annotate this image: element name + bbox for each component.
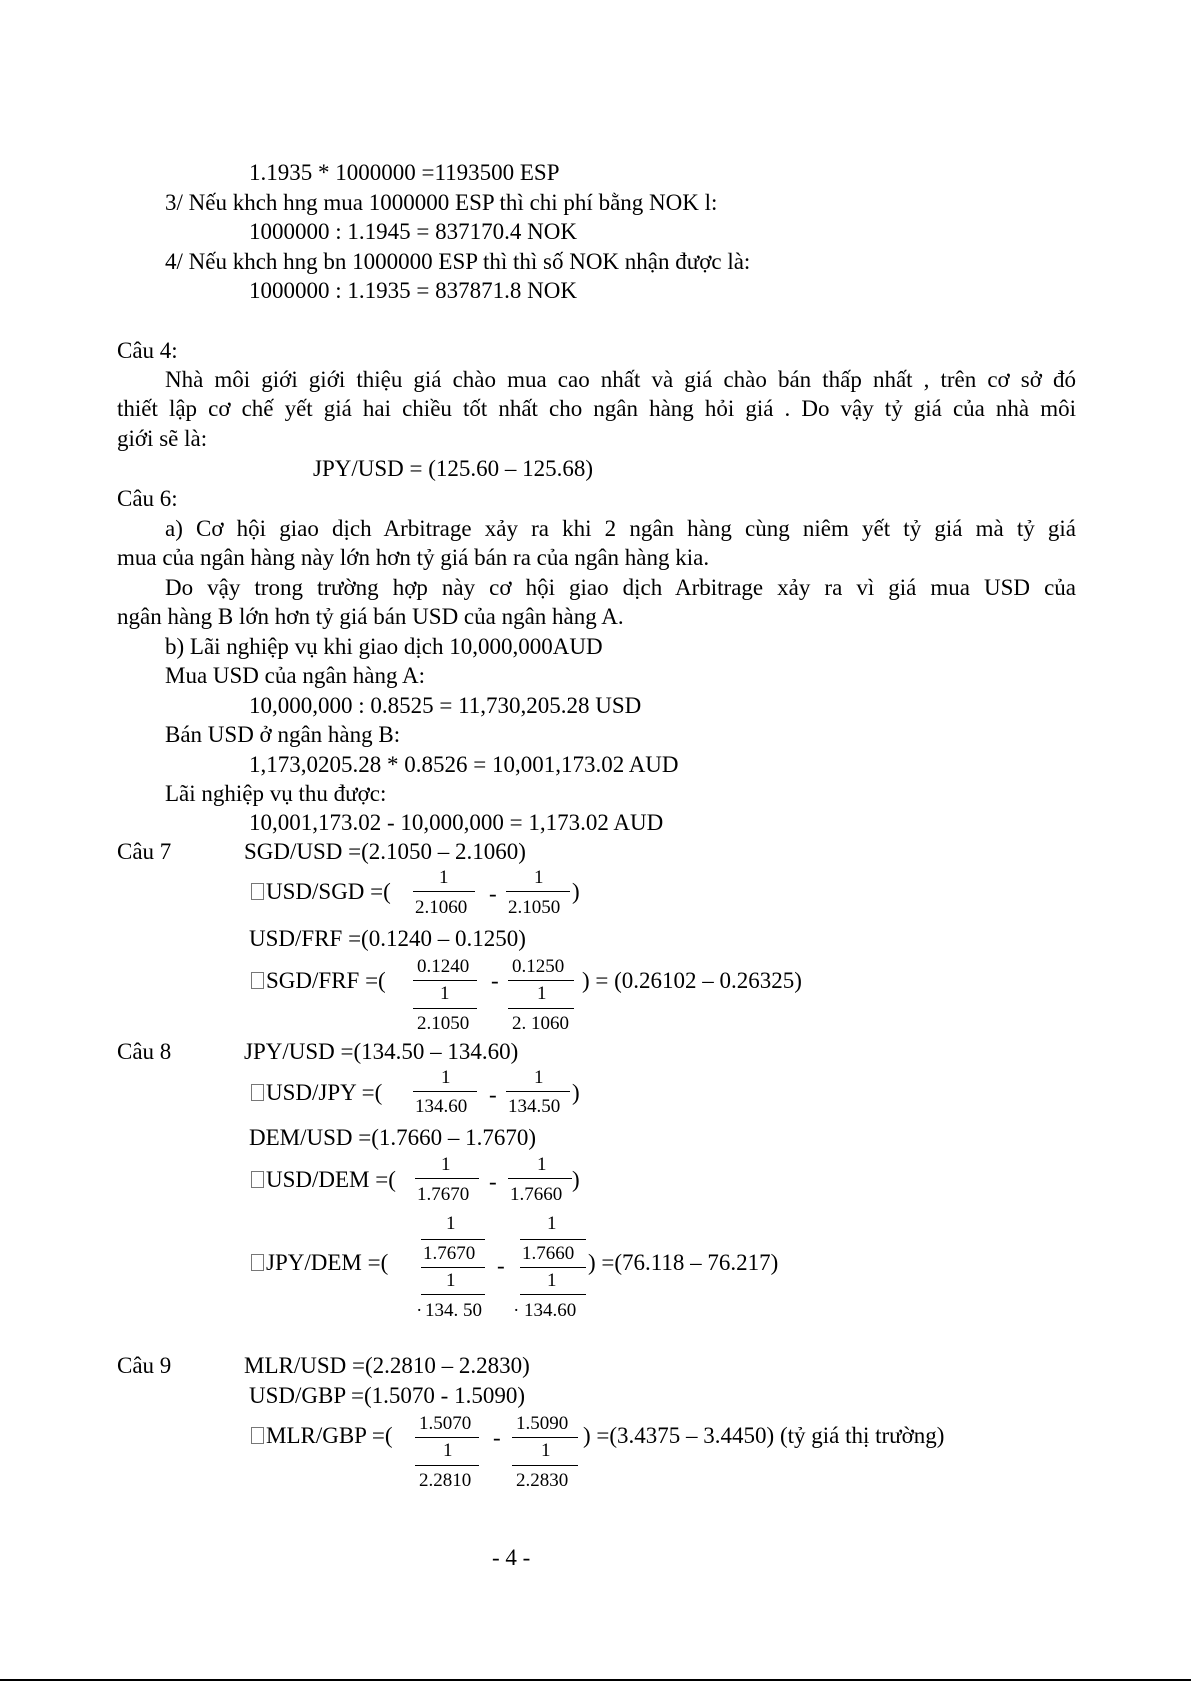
formula-row: JPY/DEM =( xyxy=(251,1251,388,1274)
minus-sign: - xyxy=(491,968,499,993)
formula-row: USD/DEM =( xyxy=(251,1168,396,1191)
implies-symbol-icon xyxy=(251,972,264,989)
dot: . xyxy=(417,1295,422,1315)
denominator: 1.7670 xyxy=(417,1184,470,1205)
denominator: 134.50 xyxy=(508,1096,561,1117)
denominator: 1.7660 xyxy=(522,1243,575,1264)
implies-symbol-icon xyxy=(251,883,264,900)
paragraph-line: giới sẽ là: xyxy=(117,426,208,451)
rate-formula: USD/FRF =(0.1240 – 0.1250) xyxy=(249,926,526,951)
paragraph-line: Bán USD ở ngân hàng B: xyxy=(165,722,401,747)
denominator: 1.7670 xyxy=(423,1243,476,1264)
implies-symbol-icon xyxy=(251,1171,264,1188)
minus-sign: - xyxy=(489,1169,497,1194)
close-paren: ) xyxy=(572,1167,580,1192)
denominator: 2.1050 xyxy=(508,897,561,918)
rate-formula: SGD/USD =(2.1050 – 2.1060) xyxy=(244,839,526,864)
paragraph-line: b) Lãi nghiệp vụ khi giao dịch 10,000,000AUD xyxy=(165,634,603,659)
sub-numerator: 1 xyxy=(547,1270,557,1291)
minus-sign: - xyxy=(493,1425,501,1450)
fraction-bar xyxy=(512,1437,578,1438)
denominator: 2. 1060 xyxy=(512,1013,569,1034)
close-paren: ) xyxy=(572,1080,580,1105)
formula-row: USD/SGD =( xyxy=(251,880,391,903)
fraction-bar xyxy=(520,1294,586,1295)
calc-line: 1000000 : 1.1945 = 837170.4 NOK xyxy=(249,219,577,244)
denominator: 2.1060 xyxy=(415,897,468,918)
rate-formula: JPY/USD =(134.50 – 134.60) xyxy=(244,1039,519,1064)
sub-numerator: 1 xyxy=(537,983,547,1004)
cau8-heading: Câu 8 xyxy=(117,1039,172,1064)
cau9-heading: Câu 9 xyxy=(117,1353,172,1378)
fraction-bar xyxy=(506,891,570,892)
fraction-bar xyxy=(520,1267,586,1268)
rate-formula: MLR/USD =(2.2810 – 2.2830) xyxy=(244,1353,530,1378)
denominator: 2.2830 xyxy=(516,1470,569,1491)
denominator: 2.2810 xyxy=(419,1470,472,1491)
sub-numerator: 1 xyxy=(443,1440,453,1461)
denominator: 2.1050 xyxy=(417,1013,470,1034)
formula-row: MLR/GBP =( xyxy=(251,1424,393,1447)
fraction-bar xyxy=(415,1465,479,1466)
formula-row: USD/JPY =( xyxy=(251,1081,382,1104)
fraction-bar xyxy=(415,1437,479,1438)
implies-symbol-icon xyxy=(251,1427,264,1444)
numerator: 0.1240 xyxy=(417,956,470,977)
numerator: 0.1250 xyxy=(512,956,565,977)
cau7-heading: Câu 7 xyxy=(117,839,172,864)
fraction-bar xyxy=(508,1178,572,1179)
numerator: 1.5090 xyxy=(516,1413,569,1434)
numerator: 1 xyxy=(439,867,449,888)
denominator: 134.60 xyxy=(415,1096,468,1117)
numerator: 1 xyxy=(534,1067,544,1088)
denominator: 1.7660 xyxy=(510,1184,563,1205)
implies-symbol-icon xyxy=(251,1254,264,1271)
minus-sign: - xyxy=(497,1253,505,1278)
sub-numerator: 1 xyxy=(440,983,450,1004)
calc-line: 1000000 : 1.1935 = 837871.8 NOK xyxy=(249,278,577,303)
paragraph-line: Lãi nghiệp vụ thu được: xyxy=(165,781,387,806)
paragraph-line: Nhà môi giới giới thiệu giá chào mua cao nhất và giá chào bán thấp nhất , trên cơ sở đó xyxy=(165,367,1076,392)
numerator: 1 xyxy=(446,1213,456,1234)
fraction-bar xyxy=(520,1239,586,1240)
fraction-bar xyxy=(508,1008,574,1009)
fraction-bar xyxy=(421,1239,485,1240)
calc-line: 1.1935 * 1000000 =1193500 ESP xyxy=(249,160,560,185)
rate-formula: USD/GBP =(1.5070 - 1.5090) xyxy=(249,1383,525,1408)
paragraph-line: Do vậy trong trường hợp này cơ hội giao dịch Arbitrage xảy ra vì giá mua USD của xyxy=(165,575,1076,600)
item-4-text: 4/ Nếu khch hng bn 1000000 ESP thì thì số NOK nhận được là: xyxy=(165,249,751,274)
rate-formula: JPY/USD = (125.60 – 125.68) xyxy=(313,456,594,481)
numerator: 1 xyxy=(441,1154,451,1175)
rate-formula: DEM/USD =(1.7660 – 1.7670) xyxy=(249,1125,537,1150)
result: ) = (0.26102 – 0.26325) xyxy=(582,968,802,993)
fraction-bar xyxy=(512,1465,578,1466)
cau4-heading: Câu 4: xyxy=(117,338,178,363)
calc-line: 10,000,000 : 0.8525 = 11,730,205.28 USD xyxy=(249,693,642,718)
numerator: 1 xyxy=(441,1067,451,1088)
sub-numerator: 1 xyxy=(446,1270,456,1291)
minus-sign: - xyxy=(489,1082,497,1107)
fraction-bar xyxy=(413,980,477,981)
dot: . xyxy=(514,1295,519,1315)
calc-line: 10,001,173.02 - 10,000,000 = 1,173.02 AUD xyxy=(249,810,664,835)
paragraph-line: mua của ngân hàng này lớn hơn tỷ giá bán ra của ngân hàng kia. xyxy=(117,545,710,570)
cau6-heading: Câu 6: xyxy=(117,486,178,511)
fraction-bar xyxy=(415,1178,479,1179)
fraction-bar xyxy=(413,1091,477,1092)
numerator: 1 xyxy=(547,1213,557,1234)
fraction-bar xyxy=(506,1091,570,1092)
fraction-bar xyxy=(421,1267,485,1268)
result: ) =(3.4375 – 3.4450) (tỷ giá thị trường) xyxy=(583,1423,945,1448)
close-paren: ) xyxy=(572,879,580,904)
page-number: - 4 - xyxy=(492,1545,531,1570)
fraction-bar xyxy=(421,1294,485,1295)
calc-line: 1,173,0205.28 * 0.8526 = 10,001,173.02 AUD xyxy=(249,752,679,777)
denominator: 134.60 xyxy=(524,1300,577,1321)
result: ) =(76.118 – 76.217) xyxy=(588,1250,779,1275)
fraction-bar xyxy=(413,891,475,892)
minus-sign: - xyxy=(489,881,497,906)
denominator: 134. 50 xyxy=(425,1300,482,1321)
numerator: 1 xyxy=(537,1154,547,1175)
item-3-text: 3/ Nếu khch hng mua 1000000 ESP thì chi phí bằng NOK l: xyxy=(165,190,718,215)
sub-numerator: 1 xyxy=(541,1440,551,1461)
bottom-rule xyxy=(0,1679,1191,1681)
paragraph-line: ngân hàng B lớn hơn tỷ giá bán USD của ngân hàng A. xyxy=(117,604,624,629)
fraction-bar xyxy=(508,980,574,981)
paragraph-line: Mua USD của ngân hàng A: xyxy=(165,663,425,688)
numerator: 1 xyxy=(534,867,544,888)
implies-symbol-icon xyxy=(251,1084,264,1101)
formula-row: SGD/FRF =( xyxy=(251,969,386,992)
fraction-bar xyxy=(413,1008,477,1009)
paragraph-line: a) Cơ hội giao dịch Arbitrage xảy ra khi 2 ngân hàng cùng niêm yết tỷ giá mà tỷ giá xyxy=(165,516,1076,541)
numerator: 1.5070 xyxy=(419,1413,472,1434)
paragraph-line: thiết lập cơ chế yết giá hai chiều tốt nhất cho ngân hàng hỏi giá . Do vậy tỷ giá của nhà môi xyxy=(117,396,1076,421)
